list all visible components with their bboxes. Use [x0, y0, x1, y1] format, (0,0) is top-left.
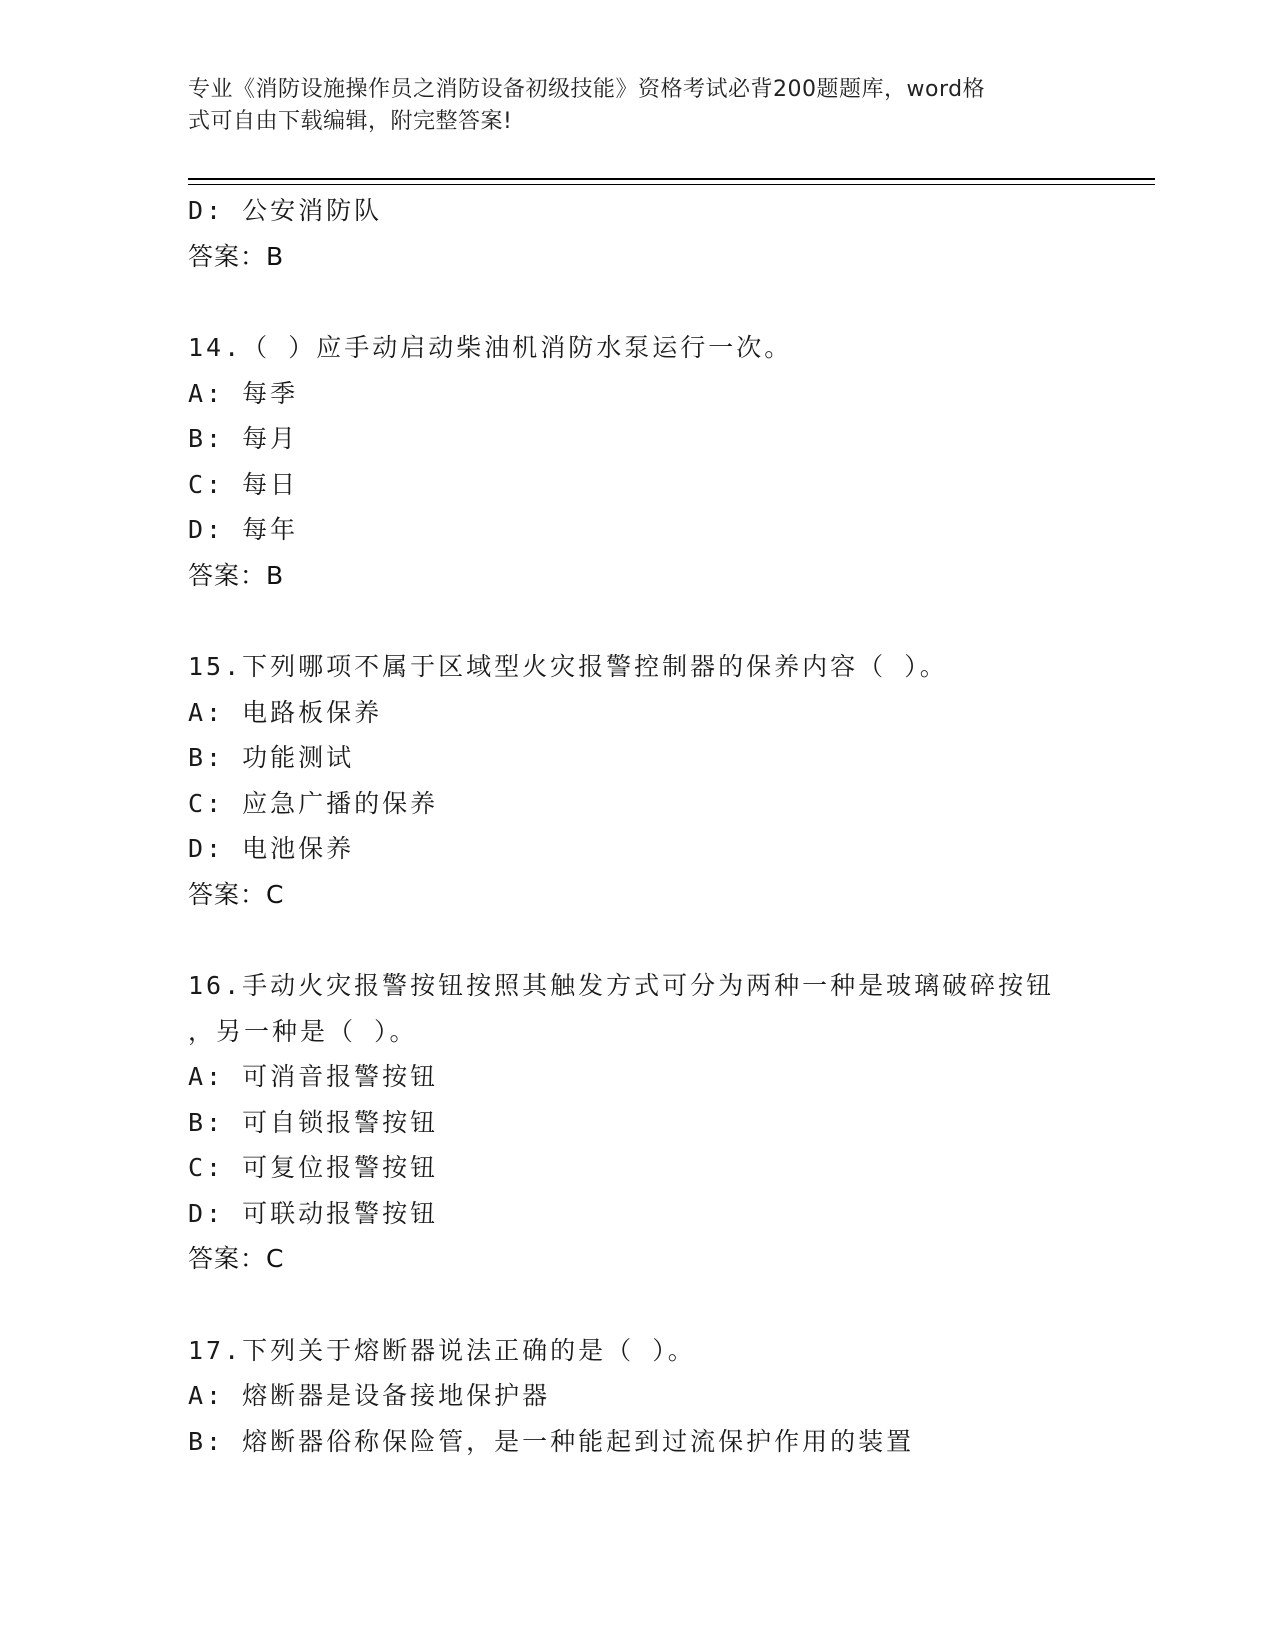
question-13-continuation	[188, 188, 1148, 279]
header-title-line-1: 专业《消防设施操作员之消防设备初级技能》资格考试必背200题题库，word格	[188, 77, 986, 102]
option-d: D: 电池保养	[188, 834, 355, 863]
option-a: A: 熔断器是设备接地保护器	[188, 1381, 551, 1410]
document-header	[188, 74, 1068, 138]
option-b: B: 可自锁报警按钮	[188, 1107, 439, 1137]
question-15	[188, 644, 1148, 917]
answer-label: 答案：C	[188, 879, 285, 909]
answer-label: 答案：C	[188, 1244, 285, 1273]
question-list	[188, 188, 1148, 1464]
question-stem: 15.下列哪项不属于区域型火灾报警控制器的保养内容（ ）。	[188, 652, 948, 681]
question-stem-continued: ，另一种是（ ）。	[188, 1016, 418, 1046]
question-stem: 16.手动火灾报警按钮按照其触发方式可分为两种一种是玻璃破碎按钮	[188, 971, 1055, 1000]
spacer	[188, 1282, 1148, 1328]
answer-label: 答案：B	[188, 560, 285, 590]
answer-label: 答案：B	[188, 241, 285, 271]
option-a: A: 电路板保养	[188, 697, 383, 727]
option-d: D: 可联动报警按钮	[188, 1198, 439, 1228]
header-rule-thick	[188, 178, 1155, 180]
option-d: D: 每年	[188, 515, 299, 544]
option-b: B: 每月	[188, 424, 299, 453]
option-c: C: 每日	[188, 469, 299, 499]
question-14	[188, 325, 1148, 598]
question-stem: 14.（ ）应手动启动柴油机消防水泵运行一次。	[188, 333, 793, 362]
option-c: C: 应急广播的保养	[188, 788, 439, 818]
spacer	[188, 279, 1148, 325]
spacer	[188, 917, 1148, 963]
option-b: B: 熔断器俗称保险管，是一种能起到过流保护作用的装置	[188, 1426, 915, 1456]
option-c: C: 可复位报警按钮	[188, 1153, 439, 1182]
spacer	[188, 598, 1148, 644]
option-a: A: 每季	[188, 378, 299, 408]
option-a: A: 可消音报警按钮	[188, 1062, 439, 1091]
option-b: B: 功能测试	[188, 743, 355, 772]
question-17	[188, 1328, 1148, 1465]
header-rule-thin	[188, 184, 1155, 185]
question-16	[188, 963, 1148, 1282]
header-title-line-2: 式可自由下载编辑，附完整答案!	[188, 109, 513, 134]
question-stem: 17.下列关于熔断器说法正确的是（ ）。	[188, 1335, 696, 1365]
option-d: D: 公安消防队	[188, 196, 383, 225]
